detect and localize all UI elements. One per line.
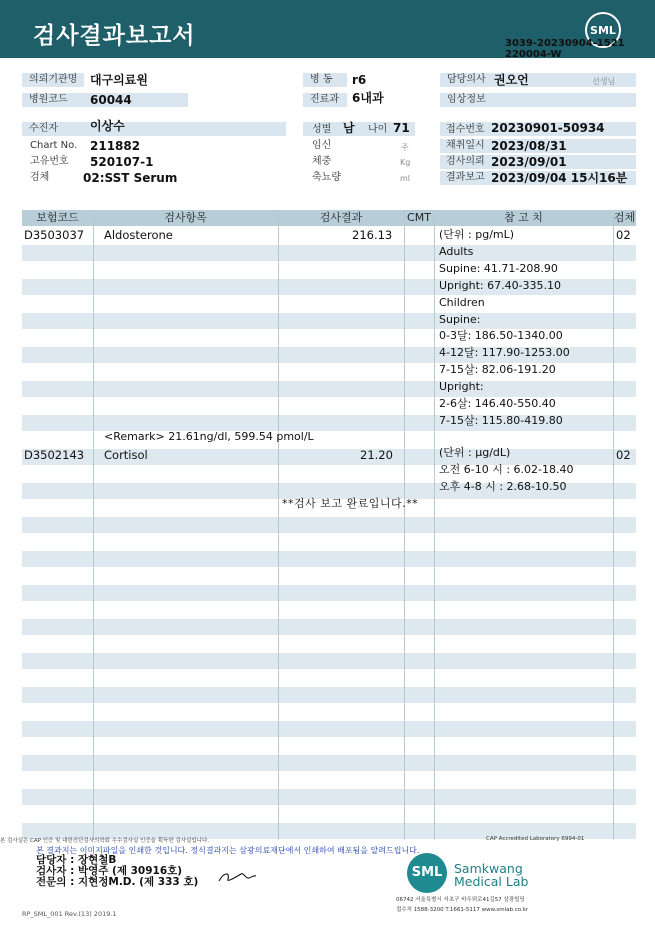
row1-result: 216.13: [352, 228, 393, 242]
receipt-label: 접수번호: [446, 124, 485, 135]
reference-line: (단위 : μg/dL): [439, 446, 511, 459]
table-stripe: [22, 313, 636, 329]
row2-item: Cortisol: [104, 448, 148, 462]
table-stripe: [22, 517, 636, 533]
table-stripe: [22, 721, 636, 737]
table-stripe: [22, 381, 636, 397]
report-value: 2023/09/04 15시16분: [491, 171, 628, 185]
row2-code: D3502143: [24, 448, 85, 462]
reference-line: Upright:: [439, 380, 484, 394]
reference-line: 오전 6-10 시 : 6.02-18.40: [439, 462, 574, 476]
footer-notice: 본 결과지는 이미지파일을 인쇄한 것입니다. 정식결과지는 삼광의료재단에서 인쇄하여 배포됨을 알려드립니다.: [36, 846, 420, 855]
table-stripe: [22, 687, 636, 703]
row1-specimen: 02: [616, 228, 631, 242]
collect-value: 2023/08/31: [491, 139, 567, 153]
sex-value: 남: [343, 121, 355, 135]
row1-remark: <Remark> 21.61ng/dl, 599.54 pmol/L: [104, 430, 314, 443]
dept-value: 6내과: [352, 91, 384, 105]
reference-line: Supine: 41.71-208.90: [439, 261, 558, 275]
reference-line: 7-15살: 82.06-191.20: [439, 363, 556, 377]
signer-specialist: 전문의 : 지현정M.D. (제 333 호): [36, 876, 199, 888]
urine-unit: ml: [400, 174, 411, 183]
table-stripe: [22, 585, 636, 601]
specimen-value: 02:SST Serum: [83, 171, 178, 185]
weight-unit: Kg: [400, 158, 411, 167]
ward-value: r6: [352, 73, 367, 87]
th-specimen: 검체: [613, 211, 636, 224]
doctor-value: 권오언: [494, 73, 529, 87]
sex-label: 성별: [312, 124, 332, 135]
reference-line: 2-6살: 146.40-550.40: [439, 397, 556, 410]
footer-accreditation: 본 검사실은 CAP 인증 및 대한진단검사의학회 우수검사실 인증을 획득한 검사실입니다.: [0, 838, 210, 844]
request-value: 2023/09/01: [491, 155, 567, 169]
age-value: 71: [393, 121, 410, 135]
row1-item: Aldosterone: [104, 228, 173, 242]
age-label: 나이: [368, 124, 388, 135]
reference-line: 0-3달: 186.50-1340.00: [439, 329, 563, 343]
table-stripe: [22, 653, 636, 669]
table-stripe: [22, 619, 636, 635]
row1-code: D3503037: [24, 228, 85, 242]
table-stripe: [22, 755, 636, 771]
reference-line: (단위 : pg/mL): [439, 228, 515, 241]
collect-label: 채취일시: [446, 140, 485, 151]
ward-label: 병 동: [303, 73, 347, 87]
report-complete: **검사 보고 완료입니다.**: [282, 497, 419, 510]
pregnancy-unit: 주: [401, 143, 409, 152]
sml-logo: SML: [585, 12, 621, 48]
chart-label: Chart No.: [30, 140, 78, 151]
sml-footer-logo: SML: [407, 853, 447, 893]
pregnancy-label: 임신: [312, 140, 332, 151]
id-label: 고유번호: [30, 156, 69, 167]
clinical-label: 임상정보: [440, 93, 636, 107]
report-label: 결과보고: [446, 172, 485, 183]
row2-specimen: 02: [616, 448, 631, 462]
patient-value: 이상수: [90, 119, 125, 133]
chart-value: 211882: [90, 139, 141, 153]
form-revision: RP_SML_001 Rev.(13) 2019.1: [22, 910, 117, 918]
doctor-suffix: 선생님: [592, 77, 616, 86]
th-cmt: CMT: [407, 211, 431, 224]
signer-manager: 담당자 : 장현철B: [36, 854, 117, 866]
hospital-code-value: 60044: [90, 93, 132, 107]
urine-label: 축뇨량: [312, 172, 341, 183]
hospital-code-label: 병원코드: [22, 93, 84, 107]
receipt-value: 20230901-50934: [491, 121, 605, 135]
reference-line: Adults: [439, 244, 474, 258]
reference-line: Children: [439, 295, 485, 309]
reference-line: Upright: 67.40-335.10: [439, 278, 562, 292]
weight-label: 체중: [312, 156, 332, 167]
footer-cap: CAP Accredited Laboratory 6994-01: [486, 836, 585, 842]
table-stripe: [22, 245, 636, 261]
company-name: Samkwang Medical Lab: [454, 861, 529, 889]
signer-tester: 검사자 : 박영주 (제 30916호): [36, 865, 183, 877]
th-code: 보험코드: [36, 211, 79, 224]
company-contact: 접수처 1588-3200 T.1661-5117 www.smlab.co.kr: [396, 907, 529, 913]
footer-signers: [36, 855, 198, 888]
doctor-label: 담당의사: [440, 73, 490, 87]
th-item: 검사항목: [164, 211, 207, 224]
request-label: 검사의뢰: [446, 156, 485, 167]
reference-line: 오후 4-8 시 : 2.68-10.50: [439, 479, 567, 493]
dept-label: 진료과: [303, 93, 347, 107]
reference-line: 7-15살: 115.80-419.80: [439, 413, 563, 427]
report-title: 검사결과보고서: [33, 23, 196, 49]
signature-mark: [216, 868, 258, 886]
table-stripe: [22, 551, 636, 567]
company-address: 06742 서울특별시 서초구 바우뫼로41길57 삼광빌딩: [396, 897, 525, 903]
institution-value: 대구의료원: [90, 73, 148, 87]
institution-label: 의뢰기관명: [22, 73, 84, 87]
th-result: 검사결과: [319, 211, 363, 224]
th-ref: 참 고 치: [504, 211, 543, 224]
reference-line: Supine:: [439, 312, 481, 326]
row2-result: 21.20: [360, 448, 393, 462]
patient-label: 수진자: [22, 122, 286, 136]
specimen-label: 검체: [30, 172, 50, 183]
table-stripe: [22, 789, 636, 805]
report-code: 3039-20230904-1521 220004-W: [505, 38, 625, 60]
id-value: 520107-1: [90, 155, 154, 169]
reference-line: 4-12달: 117.90-1253.00: [439, 346, 570, 360]
